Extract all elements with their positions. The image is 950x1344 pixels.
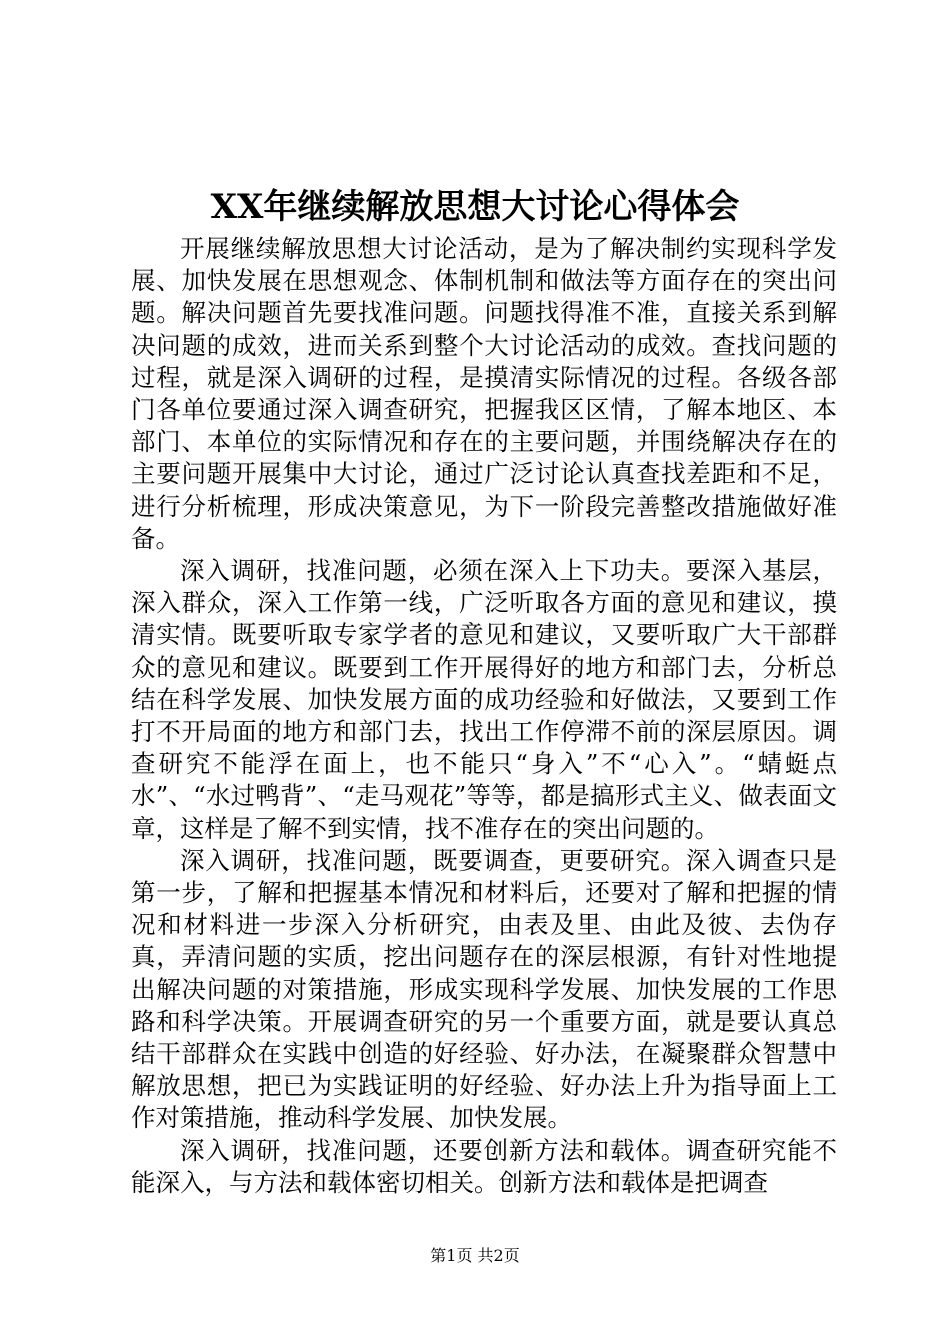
paragraph-2: 深入调研，找准问题，必须在深入上下功夫。要深入基层，深入群众，深入工作第一线，广泛听取各方面的意见和建议，摸清实情。既要听取专家学者的意见和建议，又要听取广大干部群众的意见和建议。既要到工作开展得好的地方和部门去，分析总结在科学发展、加快发展方面的成功经验和好做法，又要到工作打不开局面的地方和部门去，找出工作停滞不前的深层原因。调查研究不能浮在面上，也不能只“身入”不“心入”。“蜻蜓点水”、“水过鸭背”、“走马观花”等等，都是搞形式主义、做表面文章，这样是了解不到实情，找不准存在的突出问题的。 [131, 556, 837, 843]
document-title: XX年继续解放思想大讨论心得体会 [210, 187, 740, 227]
paragraph-3: 深入调研，找准问题，既要调查，更要研究。深入调查只是第一步，了解和把握基本情况和材料后，还要对了解和把握的情况和材料进一步深入分析研究，由表及里、由此及彼、去伪存真，弄清问题的实质，挖出问题存在的深层根源，有针对性地提出解决问题的对策措施，形成实现科学发展、加快发展的工作思路和科学决策。开展调查研究的另一个重要方面，就是要认真总结干部群众在实践中创造的好经验、好办法，在凝聚群众智慧中解放思想，把已为实践证明的好经验、好办法上升为指导面上工作对策措施，推动科学发展、加快发展。 [131, 845, 837, 1133]
paragraph-1: 开展继续解放思想大讨论活动，是为了解决制约实现科学发展、加快发展在思想观念、体制机制和做法等方面存在的突出问题。解决问题首先要找准问题。问题找得准不准，直接关系到解决问题的成效，进而关系到整个大讨论活动的成效。查找问题的过程，就是深入调研的过程，是摸清实际情况的过程。各级各部门各单位要通过深入调查研究，把握我区区情，了解本地区、本部门、本单位的实际情况和存在的主要问题，并围绕解决存在的主要问题开展集中大讨论，通过广泛讨论认真查找差距和不足，进行分析梳理，形成决策意见，为下一阶段完善整改措施做好准备。 [131, 234, 837, 553]
paragraph-4: 深入调研，找准问题，还要创新方法和载体。调查研究能不能深入，与方法和载体密切相关。创新方法和载体是把调查 [131, 1135, 837, 1197]
page-number-footer: 第1页 共2页 [430, 1246, 520, 1265]
document-body [131, 233, 837, 1199]
